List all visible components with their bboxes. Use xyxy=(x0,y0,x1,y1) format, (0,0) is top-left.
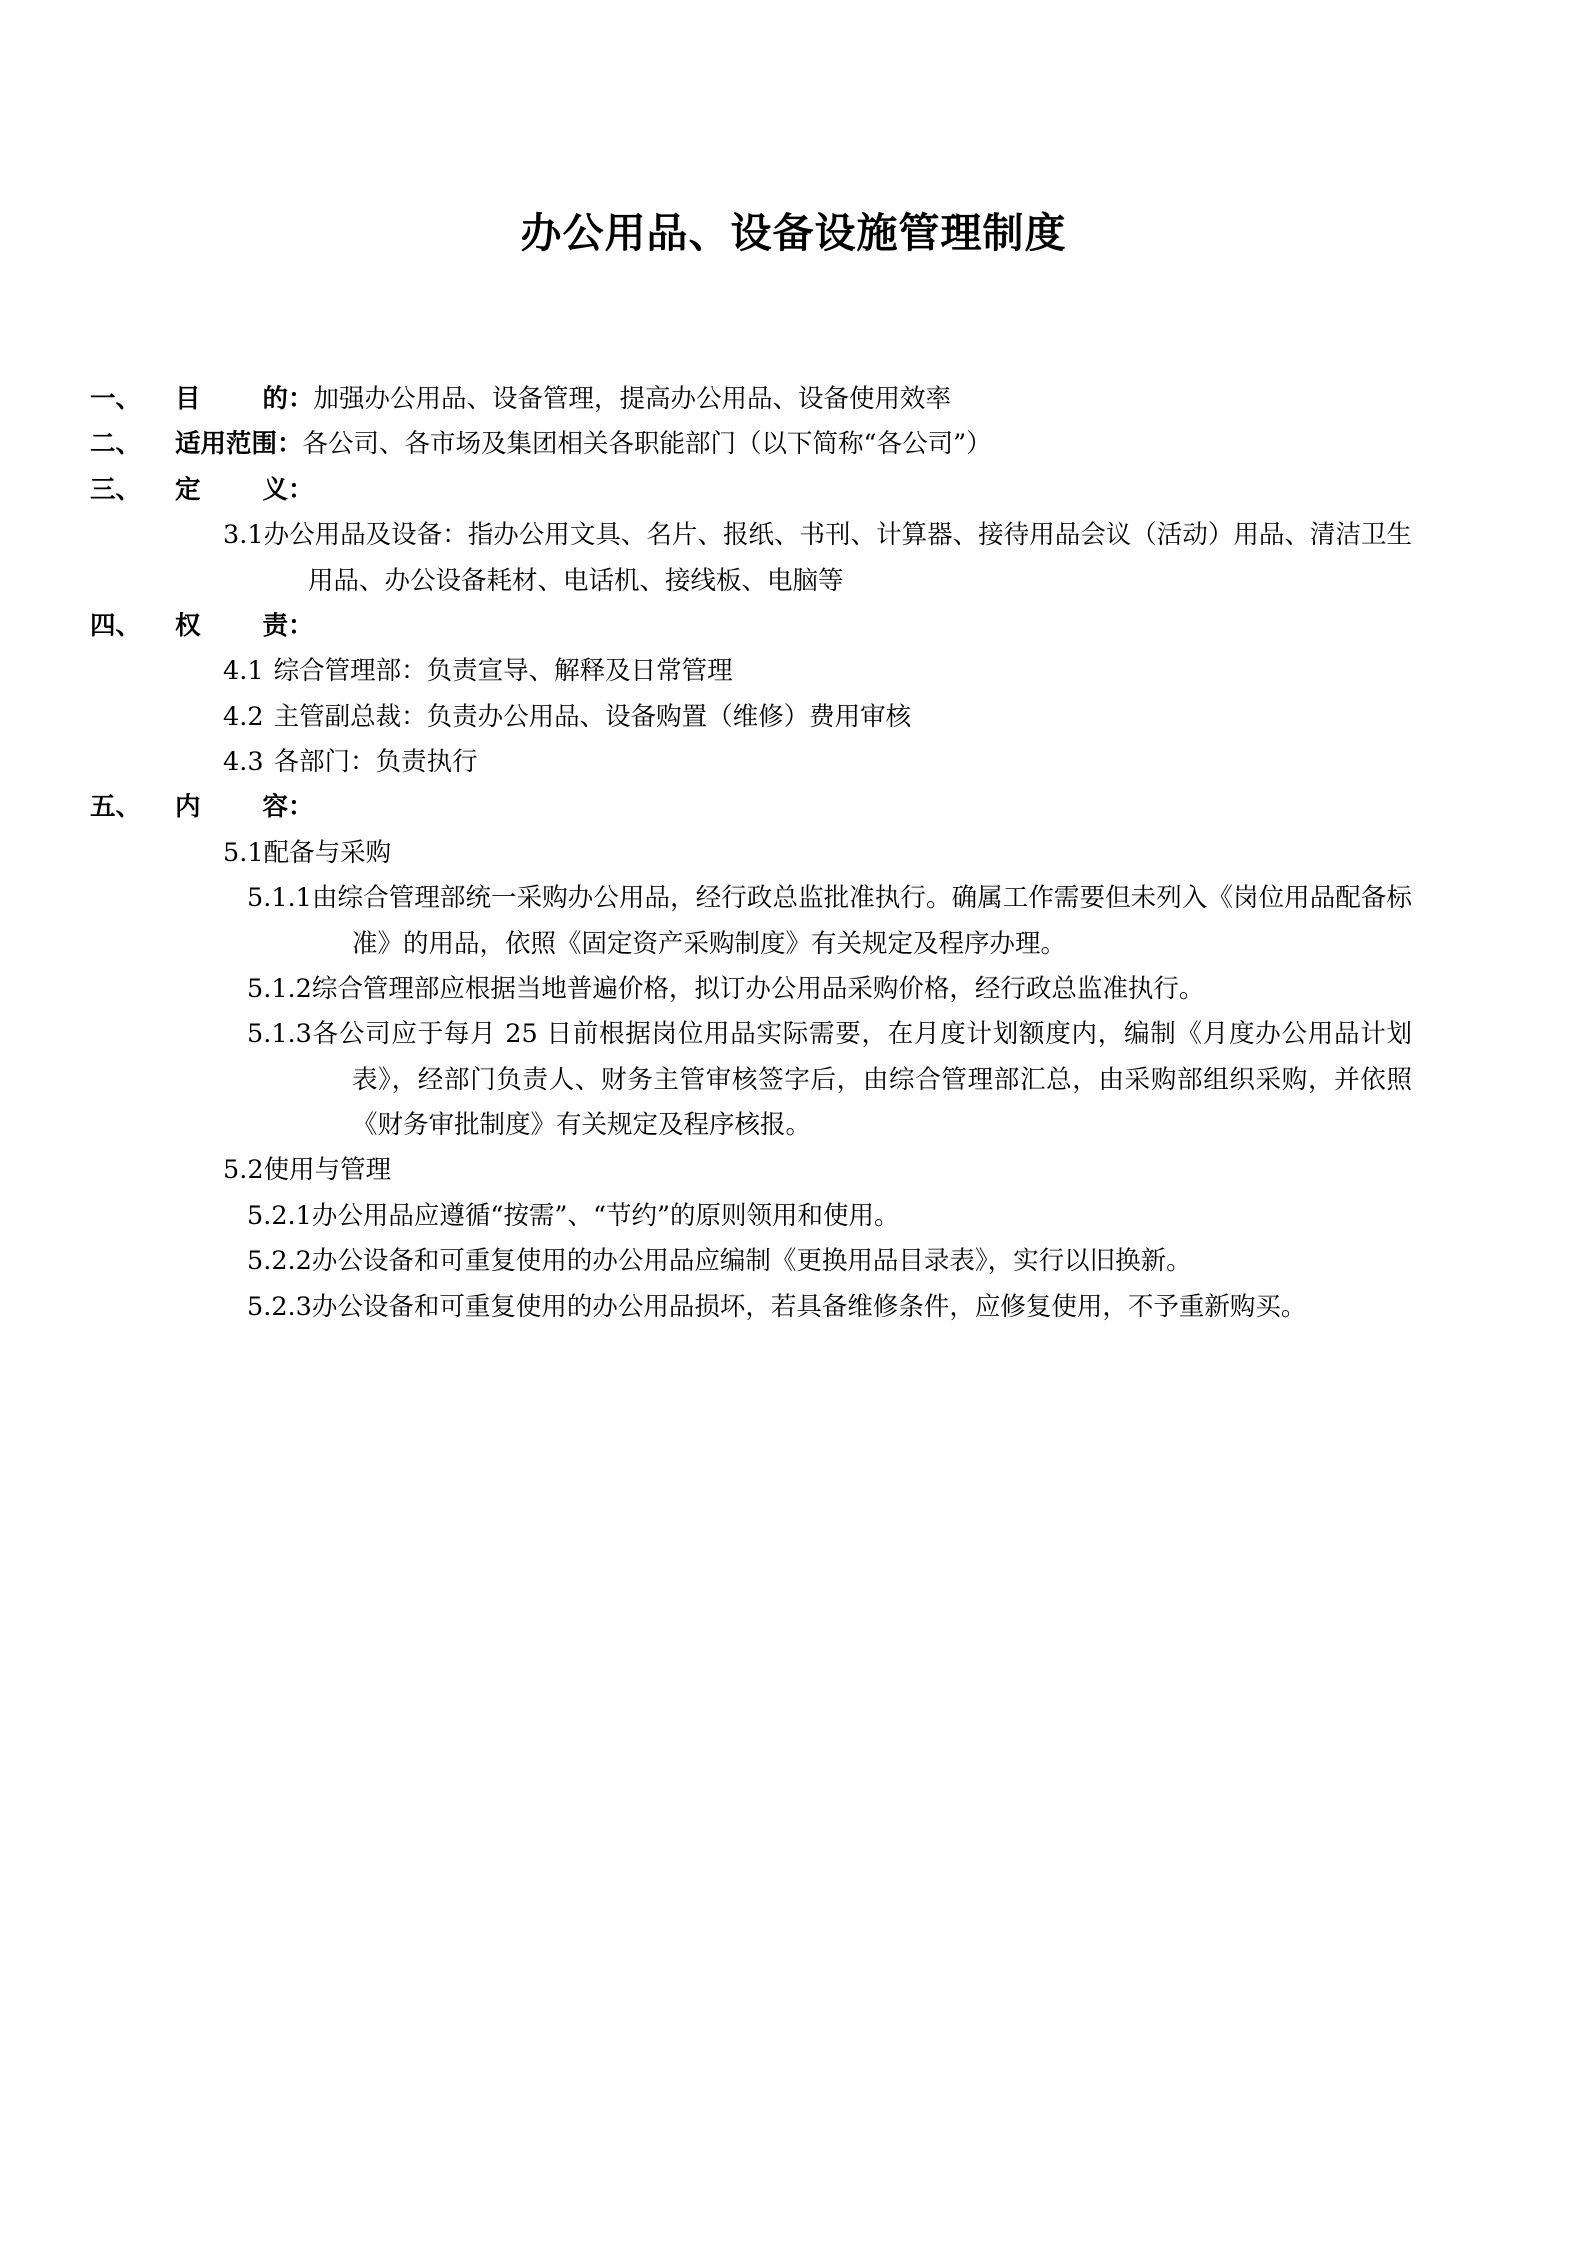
item-3-1-number: 3.1 xyxy=(223,520,264,551)
item-5-2-3-number: 5.2.3 xyxy=(247,1291,312,1322)
item-5-1 xyxy=(223,831,1412,876)
section-responsibility-colon: ： xyxy=(288,610,314,641)
item-4-2 xyxy=(223,695,1412,740)
section-responsibility-label: 权 xyxy=(175,610,201,641)
item-5-2-1-text: 办公用品应遵循“按需”、“节约”的原则领用和使用。 xyxy=(311,1200,900,1231)
item-5-2-2-text: 办公设备和可重复使用的办公用品应编制《更换用品目录表》，实行以旧换新。 xyxy=(311,1246,1192,1277)
section-purpose-label: 目 xyxy=(175,384,201,414)
item-5-1-3-number: 5.1.3 xyxy=(247,1019,312,1050)
section-content-label: 内 xyxy=(175,792,201,823)
page-title: 办公用品、设备设施管理制度 xyxy=(520,209,1067,257)
section-purpose-colon: ： xyxy=(288,384,314,414)
item-5-1-3 xyxy=(247,1012,1412,1148)
item-5-2-2-number: 5.2.2 xyxy=(247,1246,312,1277)
item-5-1-2-number: 5.1.2 xyxy=(247,973,312,1004)
item-4-3-text: 各部门：负责执行 xyxy=(273,747,478,777)
item-4-3-number: 4.3 xyxy=(223,747,264,777)
item-5-1-3-text: 各公司应于每月 25 日前根据岗位用品实际需要，在月度计划额度内，编制《月度办公用品计划表》，经部门负责人、财务主管审核签字后，由综合管理部汇总，由采购部组织采购，并依照《财务审批制度》有关规定及程序核报。 xyxy=(311,1019,1412,1140)
item-4-2-number: 4.2 xyxy=(223,701,264,732)
section-content-label2: 容 xyxy=(262,792,289,823)
section-scope-text: 各公司、各市场及集团相关各职能部门（以下简称“各公司”） xyxy=(302,429,992,460)
item-5-1-text: 配备与采购 xyxy=(263,837,392,868)
item-4-1-text: 综合管理部：负责宣导、解释及日常管理 xyxy=(273,656,733,687)
item-5-2-number: 5.2 xyxy=(223,1155,264,1186)
item-5-2-2 xyxy=(247,1239,1412,1284)
item-5-2-3 xyxy=(247,1285,1412,1330)
item-5-1-2 xyxy=(247,967,1412,1012)
section-scope-label: 适用范围 xyxy=(175,429,278,460)
section-definition-label2: 义 xyxy=(262,474,289,505)
section-purpose-text: 加强办公用品、设备管理，提高办公用品、设备使用效率 xyxy=(313,384,952,414)
item-5-1-2-text: 综合管理部应根据当地普遍价格，拟订办公用品采购价格，经行政总监准执行。 xyxy=(311,973,1205,1004)
item-3-1 xyxy=(223,513,1412,604)
section-scope: 二、 适用范围：各公司、各市场及集团相关各职能部门（以下简称“各公司”） xyxy=(90,429,992,460)
item-5-1-number: 5.1 xyxy=(223,837,264,868)
section-responsibility: 四、 权 责： xyxy=(90,610,314,641)
item-5-1-1-text: 由综合管理部统一采购办公用品，经行政总监批准执行。确属工作需要但未列入《岗位用品配备标准》的用品，依照《固定资产采购制度》有关规定及程序办理。 xyxy=(311,883,1412,959)
section-content: 五、 内 容： xyxy=(90,792,314,823)
section-scope-colon: ： xyxy=(277,429,303,460)
item-4-2-text: 主管副总裁：负责办公用品、设备购置（维修）费用审核 xyxy=(273,701,912,732)
item-5-2-1-number: 5.2.1 xyxy=(247,1200,312,1231)
item-4-3 xyxy=(223,740,1412,785)
item-5-1-1 xyxy=(247,876,1412,967)
item-5-2-3-text: 办公设备和可重复使用的办公用品损坏，若具备维修条件，应修复使用，不予重新购买。 xyxy=(311,1291,1307,1322)
item-4-1-number: 4.1 xyxy=(223,656,264,687)
section-definition: 三、 定 义： xyxy=(90,474,314,505)
section-purpose-label2: 的 xyxy=(262,384,289,414)
section-responsibility-label2: 责 xyxy=(262,610,289,641)
item-3-1-text: 办公用品及设备：指办公用文具、名片、报纸、书刊、计算器、接待用品会议（活动）用品、清洁卫生用品、办公设备耗材、电话机、接线板、电脑等 xyxy=(263,520,1412,596)
section-purpose: 一、 目 的：加强办公用品、设备管理，提高办公用品、设备使用效率 xyxy=(90,384,952,414)
item-5-2 xyxy=(223,1148,1412,1193)
title-spacer xyxy=(175,259,1412,377)
section-definition-colon: ： xyxy=(288,474,314,505)
item-4-1 xyxy=(223,649,1412,694)
item-5-1-1-number: 5.1.1 xyxy=(247,883,312,914)
section-content-colon: ： xyxy=(288,792,314,823)
item-5-2-1 xyxy=(247,1194,1412,1239)
section-definition-label: 定 xyxy=(175,474,201,505)
item-5-2-text: 使用与管理 xyxy=(263,1155,392,1186)
